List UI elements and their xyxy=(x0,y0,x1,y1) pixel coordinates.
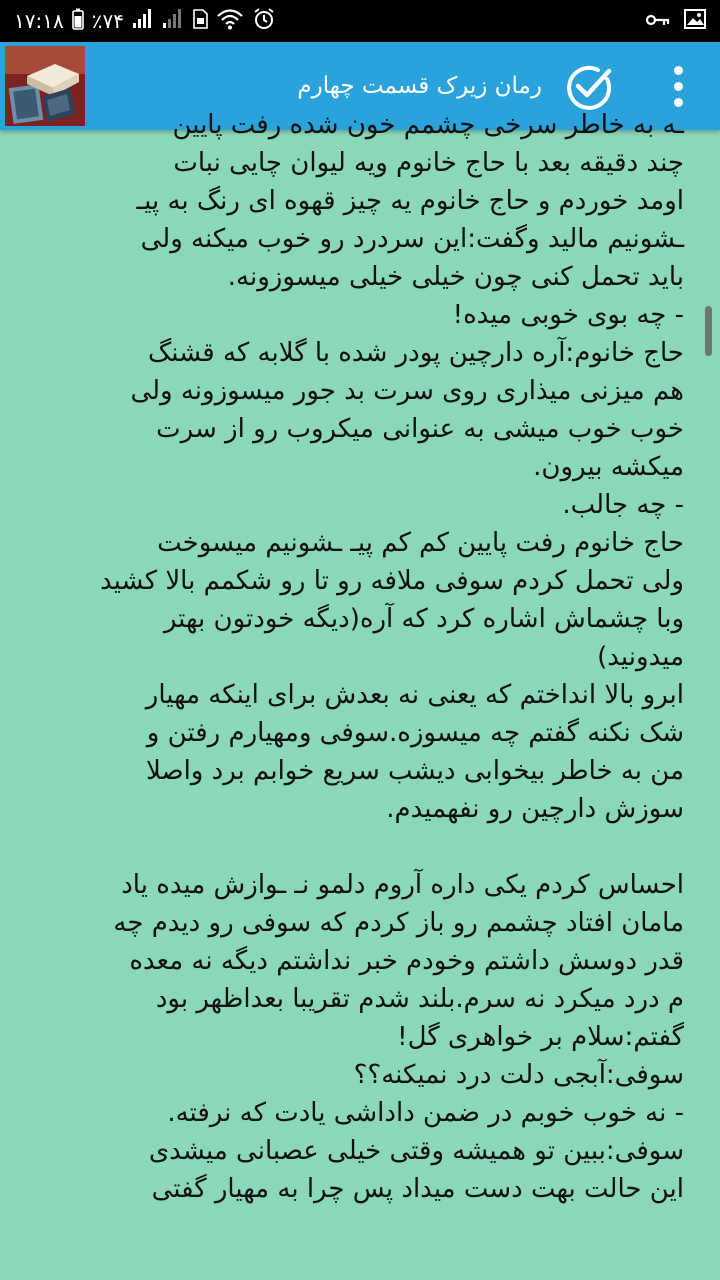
story-line: سوفی:آبجی دلت درد نمیکنه؟؟ xyxy=(353,1060,684,1090)
story-line: ـه به خاطر سرخی چشمم خون شده رفت پایین xyxy=(172,110,684,140)
status-bar-right xyxy=(646,6,706,36)
story-line: من به خاطر بیخوابی دیشب سریع خوابم برد واصلا xyxy=(145,756,684,786)
story-line: احساس کردم یکی داره آروم دلمو نـ ـوازش میده یاد xyxy=(121,870,684,900)
signal-icon xyxy=(132,9,154,34)
story-line: مامان افتاد چشمم رو باز کردم که سوفی رو دیدم چه xyxy=(113,908,684,938)
story-line: سوفی:ببین تو همیشه وقتی خیلی عصبانی میشدی xyxy=(148,1136,684,1166)
alarm-icon xyxy=(252,7,276,36)
story-line: هم میزنی میذاری روی سرت بد جور میسوزونه ولی xyxy=(130,376,684,406)
story-line: این حالت بهت دست میداد پس چرا به مهیار گفتی xyxy=(151,1174,684,1204)
wifi-icon xyxy=(216,8,244,35)
key-icon xyxy=(646,12,670,31)
app-title: رمان زیرک قسمت چهارم xyxy=(297,73,542,99)
story-line: سوزش دارچین رو نفهمیدم. xyxy=(386,794,684,824)
story-line: خوب خوب میشی به عنوانی میکروب رو از سرت xyxy=(156,414,684,444)
story-line: گفتم:سلام بر خواهری گل! xyxy=(397,1022,684,1052)
story-line: وبا چشماش اشاره کرد که آره(دیگه خودتون بهتر xyxy=(163,604,684,634)
story-line: ـشونیم مالید وگفت:این سردرد رو خوب میکنه ولی xyxy=(140,224,684,254)
story-line: م درد میکرد نه سرم.بلند شدم تقریبا بعداظهر بود xyxy=(155,984,684,1014)
battery-icon xyxy=(72,8,84,35)
story-line: اومد خوردم و حاج خانوم یه چیز قهوه ای رنگ به پیـ xyxy=(136,186,684,216)
story-line: ولی تحمل کردم سوفی ملافه رو تا رو شکمم بالا کشید xyxy=(100,566,684,596)
sim-card-icon xyxy=(192,9,208,34)
status-bar xyxy=(0,0,720,42)
story-line: شک نکنه گفتم چه میسوزه.سوفی ومهیارم رفتن و xyxy=(146,718,684,748)
story-line xyxy=(24,828,684,866)
story-line: میدونید) xyxy=(597,642,684,672)
story-line: - چه بوی خوبی میده! xyxy=(452,300,684,330)
clock-text: ۱۷:۱۸ xyxy=(14,9,64,33)
story-line: میکشه بیرون. xyxy=(533,452,684,482)
signal-2-icon xyxy=(162,9,184,34)
scrollbar-thumb[interactable] xyxy=(705,306,712,356)
status-bar-left xyxy=(14,7,276,35)
story-line: - چه جالب. xyxy=(562,490,684,520)
story-line: باید تحمل کنی چون خیلی خیلی میسوزونه. xyxy=(227,262,684,292)
story-line: حاج خانوم:آره دارچین پودر شده با گلابه که قشنگ xyxy=(147,338,684,368)
story-line: حاج خانوم رفت پایین کم کم پیـ ـشونیم میسوخت xyxy=(157,528,684,558)
story-line: قدر دوسش داشتم وخودم خبر نداشتم دیگه نه معده xyxy=(129,946,684,976)
overflow-dot xyxy=(674,82,683,91)
story-line: ابرو بالا انداختم که یعنی نه بعدش برای اینکه مهیار xyxy=(145,680,684,710)
story-line: - نه خوب خوبم در ضمن داداشی یادت که نرفته. xyxy=(167,1098,684,1128)
story-line: چند دقیقه بعد با حاج خانوم ویه لیوان چایی نبات xyxy=(173,148,684,178)
battery-percent-text: ٪۷۴ xyxy=(91,9,124,33)
overflow-dot xyxy=(674,66,683,75)
story-text xyxy=(24,106,684,1208)
story-content[interactable] xyxy=(0,110,720,1280)
image-icon xyxy=(684,9,706,33)
